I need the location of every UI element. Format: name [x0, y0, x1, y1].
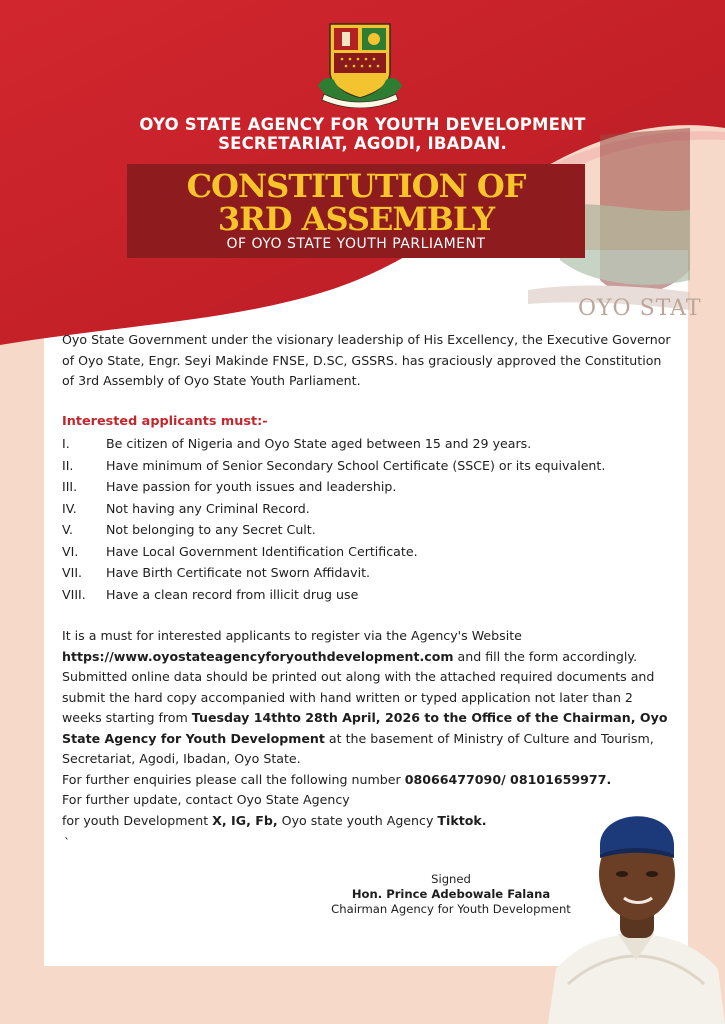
agency-line-2: SECRETARIAT, AGODI, IBADAN. [218, 134, 507, 153]
update-line: For further update, contact Oyo State Agency [62, 792, 350, 807]
watermark-text: OYO STAT [578, 296, 702, 321]
requirements-list [62, 433, 672, 605]
item-number: VI. [62, 543, 79, 559]
stray-mark: ` [64, 836, 70, 850]
governor-portrait [548, 784, 725, 1024]
text-segment: Oyo state youth Agency [277, 812, 438, 828]
dates-office: Tuesday 14thto 28th April, 2026 to the Office of the Chairman, Oyo State Agency for Youth Development [62, 710, 668, 746]
agency-name [0, 115, 725, 153]
item-number: IV. [62, 500, 77, 516]
social-handles: X, IG, Fb, [212, 812, 278, 828]
item-text: Be citizen of Nigeria and Oyo State aged between 15 and 29 years. [106, 436, 532, 451]
list-item [62, 562, 672, 584]
text-segment: For further enquiries please call the following number [62, 771, 405, 787]
item-number: II. [62, 457, 74, 473]
signed-label: Signed [431, 872, 471, 886]
list-item [62, 498, 672, 520]
oyo-crest-icon [312, 20, 408, 108]
item-number: III. [62, 479, 78, 494]
intro-paragraph: Oyo State Government under the visionary leadership of His Excellency, the Executive Governor of Oyo State, Engr. Seyi Makinde FNSE, D.SC, GSSRS. has graciously approved the Constitution of 3rd Assembly of Oyo State Youth Parliament. [62, 332, 671, 388]
item-text: Not having any Criminal Record. [106, 500, 310, 516]
text-segment: at the basement of Ministry of Culture and Tourism, Secretariat, Agodi, Ibadan, Oyo State. [62, 730, 654, 766]
requirements-heading: Interested applicants must:- [62, 414, 268, 429]
item-number: VIII. [62, 586, 86, 602]
phone-numbers: 08066477090/ 08101659977. [404, 771, 612, 787]
item-number: I. [62, 436, 70, 451]
registration-text [62, 626, 672, 770]
item-number: VII. [62, 565, 83, 580]
item-number: V. [62, 522, 73, 537]
tiktok-handle: Tiktok. [437, 812, 487, 828]
signatory-role: Chairman Agency for Youth Development [331, 902, 571, 916]
list-item [62, 541, 672, 563]
item-text: Have minimum of Senior Secondary School Certificate (SSCE) or its equivalent. [106, 457, 606, 473]
item-text: Have a clean record from illicit drug use [106, 586, 359, 602]
title-banner [127, 164, 585, 258]
text-segment: and fill the form accordingly. Submitted online data should be printed out along with the attached required documents and submit the hard copy accompanied with hand written or typed application not later than 2 weeks starting from [62, 648, 655, 725]
text-segment: for youth Development [62, 812, 213, 828]
website-link[interactable]: https://www.oyostateagencyforyouthdevelopment.com [62, 648, 454, 664]
list-item [62, 584, 672, 606]
list-item [62, 455, 672, 477]
document-title [127, 167, 585, 238]
list-item [62, 433, 672, 455]
document-subtitle: OF OYO STATE YOUTH PARLIAMENT [226, 236, 486, 252]
item-text: Have passion for youth issues and leadership. [106, 479, 397, 494]
list-item [62, 476, 672, 498]
title-line-1: CONSTITUTION OF [186, 167, 526, 205]
list-item [62, 519, 672, 541]
item-text: Have Birth Certificate not Sworn Affidavit. [106, 565, 371, 580]
text-segment: It is a must for interested applicants to register via the Agency's Website [62, 628, 522, 643]
item-text: Have Local Government Identification Certificate. [106, 543, 418, 559]
signatory-name: Hon. Prince Adebowale Falana [351, 887, 551, 901]
agency-line-1: OYO STATE AGENCY FOR YOUTH DEVELOPMENT [139, 115, 586, 134]
item-text: Not belonging to any Secret Cult. [106, 522, 316, 537]
title-line-2: 3RD ASSEMBLY [217, 200, 495, 238]
